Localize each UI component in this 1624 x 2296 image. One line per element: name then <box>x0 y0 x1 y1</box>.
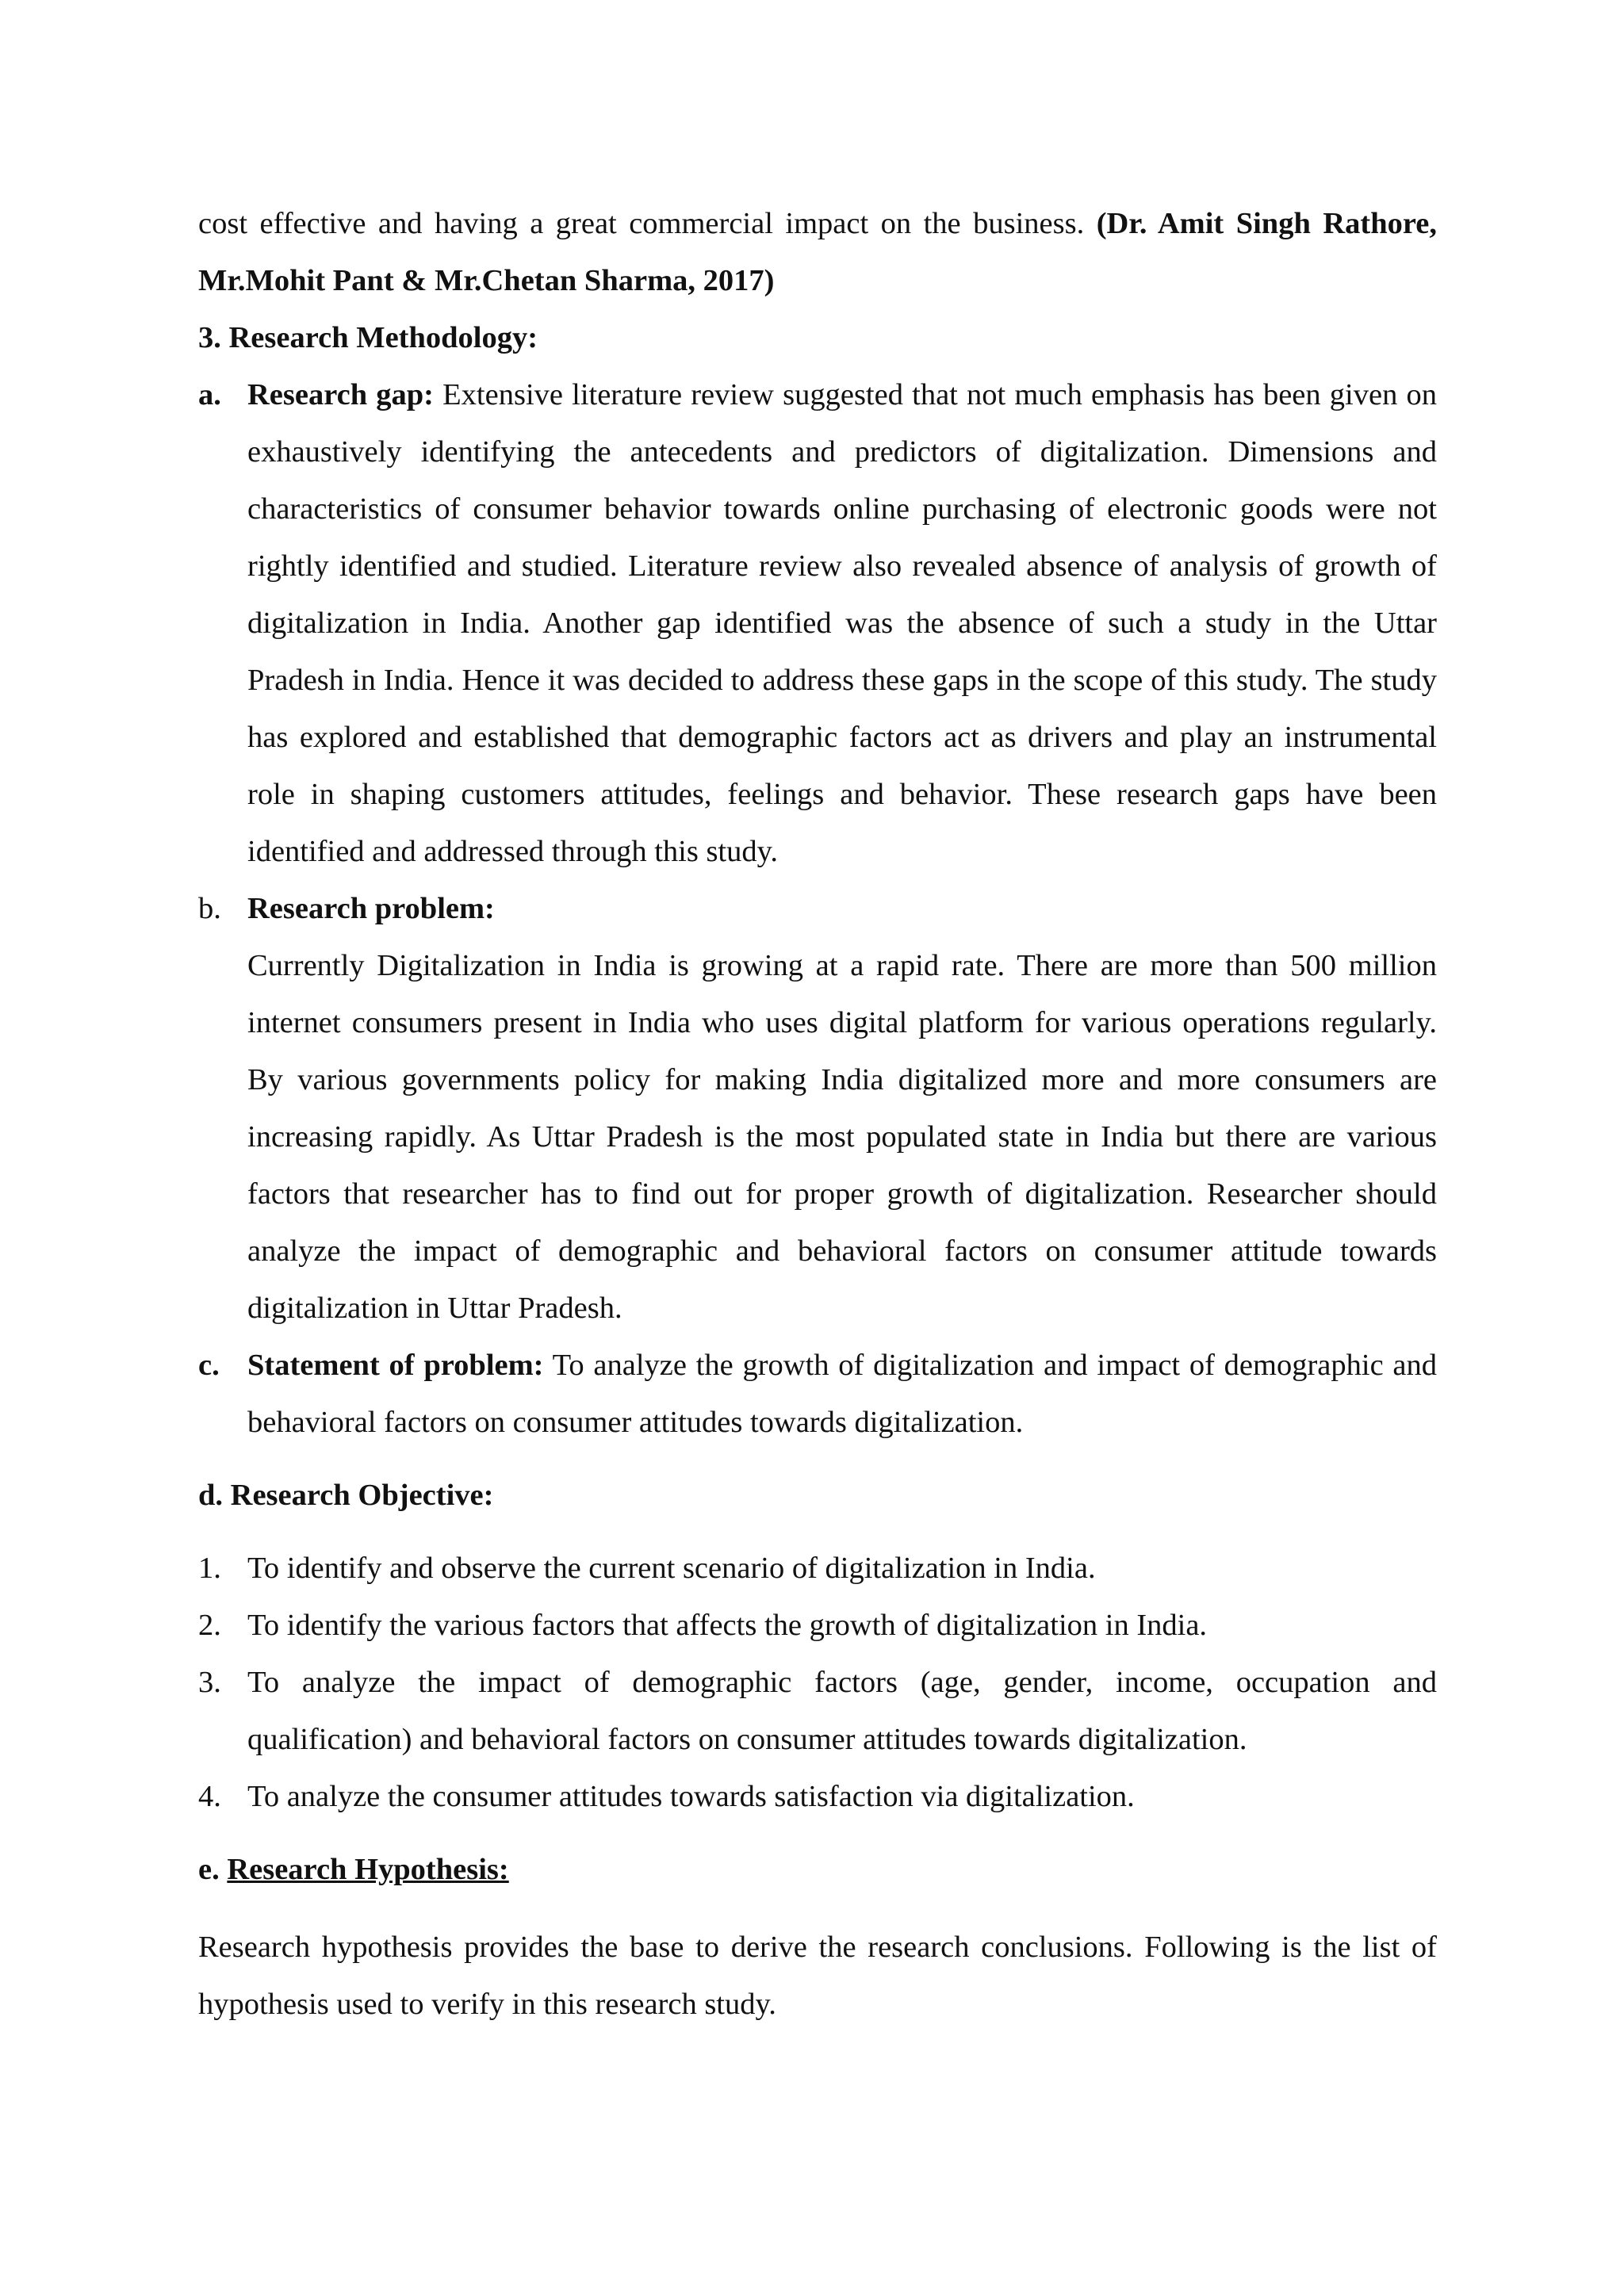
research-problem-item <box>198 880 1437 937</box>
research-problem-label: Research problem: <box>247 892 495 925</box>
objective-text: To identify and observe the current scenario of digitalization in India. <box>247 1552 1096 1585</box>
research-problem-marker: b. <box>198 892 221 925</box>
statement-of-problem-label: Statement of problem: <box>247 1349 544 1382</box>
research-problem-body <box>198 937 1437 1337</box>
statement-of-problem-item <box>198 1337 1437 1451</box>
section-heading: 3. Research Methodology: <box>198 321 538 354</box>
objective-item <box>198 1540 1437 1597</box>
objective-text: To analyze the impact of demographic factors (age, gender, income, occupation and qualification) and behavioral factors on consumer attitudes towards digitalization. <box>247 1666 1437 1756</box>
document-page <box>198 195 1437 2033</box>
research-problem-text: Currently Digitalization in India is growing at a rapid rate. There are more than 500 million internet consumers present in India who uses digital platform for various operations regularly. By various governments policy for making India digitalized more and more consumers are increasing rapidly. As Uttar Pradesh is the most populated state in India but there are various factors that researcher has to find out for proper growth of digitalization. Researcher should analyze the impact of demographic and behavioral factors on consumer attitude towards digitalization in Uttar Pradesh. <box>247 949 1437 1325</box>
intro-paragraph <box>198 195 1437 309</box>
statement-of-problem-marker: c. <box>198 1349 220 1382</box>
intro-citation: (Dr. Amit Singh Rathore, Mr.Mohit Pant & Mr.Chetan Sharma, 2017) <box>198 207 1437 297</box>
objective-number: 3. <box>198 1666 221 1699</box>
research-gap-marker: a. <box>198 378 221 411</box>
objective-item <box>198 1768 1437 1825</box>
objective-text: To identify the various factors that affects the growth of digitalization in India. <box>247 1609 1208 1642</box>
objective-item <box>198 1597 1437 1654</box>
intro-text: cost effective and having a great commercial impact on the business. <box>198 207 1085 240</box>
research-objective-heading: d. Research Objective: <box>198 1479 494 1512</box>
research-hypothesis-heading <box>198 1841 1437 1898</box>
research-hypothesis-paragraph: Research hypothesis provides the base to derive the research conclusions. Following is the list of hypothesis used to verify in this research study. <box>198 1931 1437 2021</box>
objective-item <box>198 1654 1437 1768</box>
research-gap-item <box>198 366 1437 880</box>
research-hypothesis-prefix: e. <box>198 1853 220 1886</box>
objective-text: To analyze the consumer attitudes towards satisfaction via digitalization. <box>247 1780 1135 1813</box>
objective-number: 4. <box>198 1780 221 1813</box>
objective-number: 1. <box>198 1552 221 1585</box>
statement-of-problem-text: To analyze the growth of digitalization and impact of demographic and behavioral factors on consumer attitudes towards digitalization. <box>247 1349 1437 1439</box>
objective-number: 2. <box>198 1609 221 1642</box>
research-gap-label: Research gap: <box>247 378 434 411</box>
research-hypothesis-label: Research Hypothesis: <box>227 1853 509 1886</box>
research-gap-text: Extensive literature review suggested that not much emphasis has been given on exhaustively identifying the antecedents and predictors of digitalization. Dimensions and characteristics of consumer behavior towards online purchasing of electronic goods were not rightly identified and studied. Literature review also revealed absence of analysis of growth of digitalization in India. Another gap identified was the absence of such a study in the Uttar Pradesh in India. Hence it was decided to address these gaps in the scope of this study. The study has explored and established that demographic factors act as drivers and play an instrumental role in shaping customers attitudes, feelings and behavior. These research gaps have been identified and addressed through this study. <box>247 378 1437 868</box>
